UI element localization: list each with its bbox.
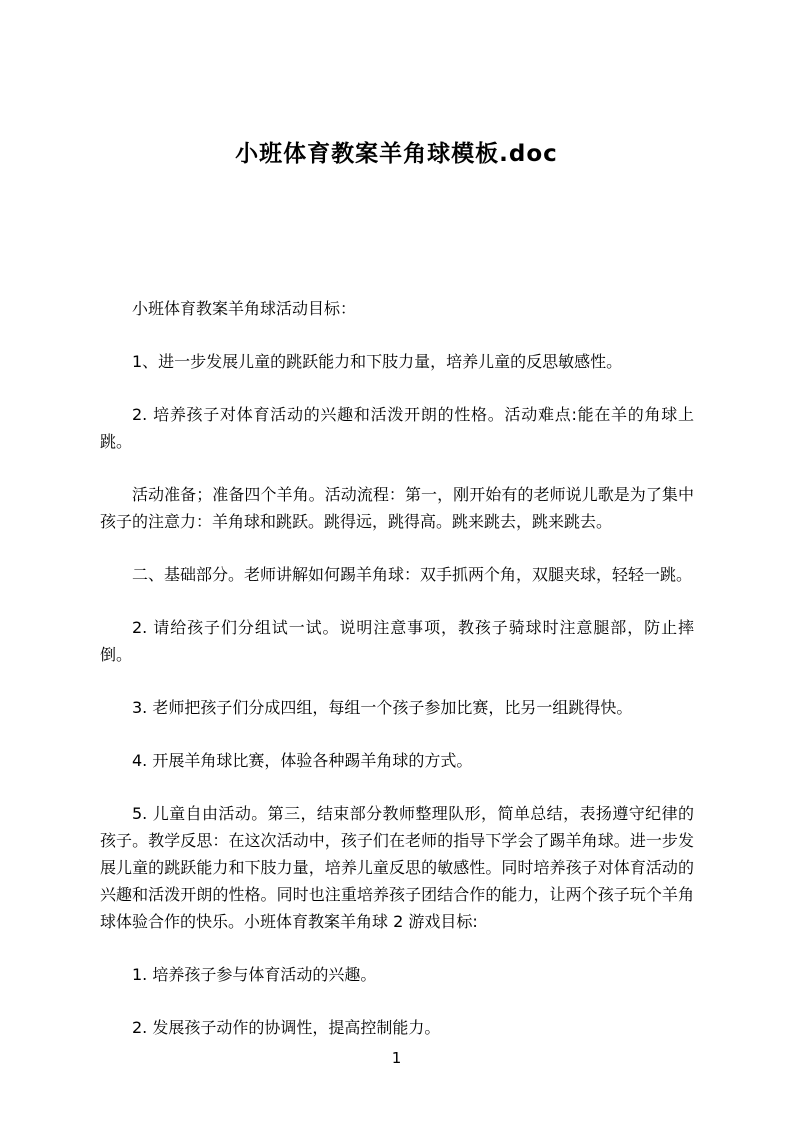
paragraph: 1、进一步发展儿童的跳跃能力和下肢力量，培养儿童的反思敏感性。: [132, 352, 623, 371]
document-body: [100, 295, 694, 1041]
paragraph: 2. 培养孩子对体育活动的兴趣和活泼开朗的性格。活动难点:能在羊的角球上跳。: [100, 405, 694, 451]
paragraph: 小班体育教案羊角球活动目标：: [132, 299, 357, 318]
paragraph: 2. 发展孩子动作的协调性，提高控制能力。: [132, 1018, 441, 1037]
paragraph: 4. 开展羊角球比赛，体验各种踢羊角球的方式。: [132, 751, 473, 770]
paragraph: 1. 培养孩子参与体育活动的兴趣。: [132, 965, 377, 984]
page-number: 1: [391, 1049, 402, 1067]
document-title: 小班体育教案羊角球模板.doc: [235, 141, 558, 167]
paragraph: 5. 儿童自由活动。第三，结束部分教师整理队形，简单总结，表扬遵守纪律的孩子。教学反思：在这次活动中，孩子们在老师的指导下学会了踢羊角球。进一步发展儿童的跳跃能力和下肢力量，培养儿童反思的敏感性。同时培养孩子对体育活动的兴趣和活泼开朗的性格。同时也注重培养孩子团结合作的能力，让两个孩子玩个羊角球体验合作的快乐。小班体育教案羊角球 2 游戏目标:: [100, 804, 694, 931]
paragraph: 活动准备；准备四个羊角。活动流程：第一，刚开始有的老师说儿歌是为了集中孩子的注意力：羊角球和跳跃。跳得远，跳得高。跳来跳去，跳来跳去。: [100, 485, 694, 531]
paragraph: 3. 老师把孩子们分成四组，每组一个孩子参加比赛，比另一组跳得快。: [132, 698, 633, 717]
paragraph: 2. 请给孩子们分组试一试。说明注意事项，教孩子骑球时注意腿部，防止摔倒。: [100, 618, 694, 664]
paragraph: 二、基础部分。老师讲解如何踢羊角球：双手抓两个角，双腿夹球，轻轻一跳。: [132, 565, 693, 584]
